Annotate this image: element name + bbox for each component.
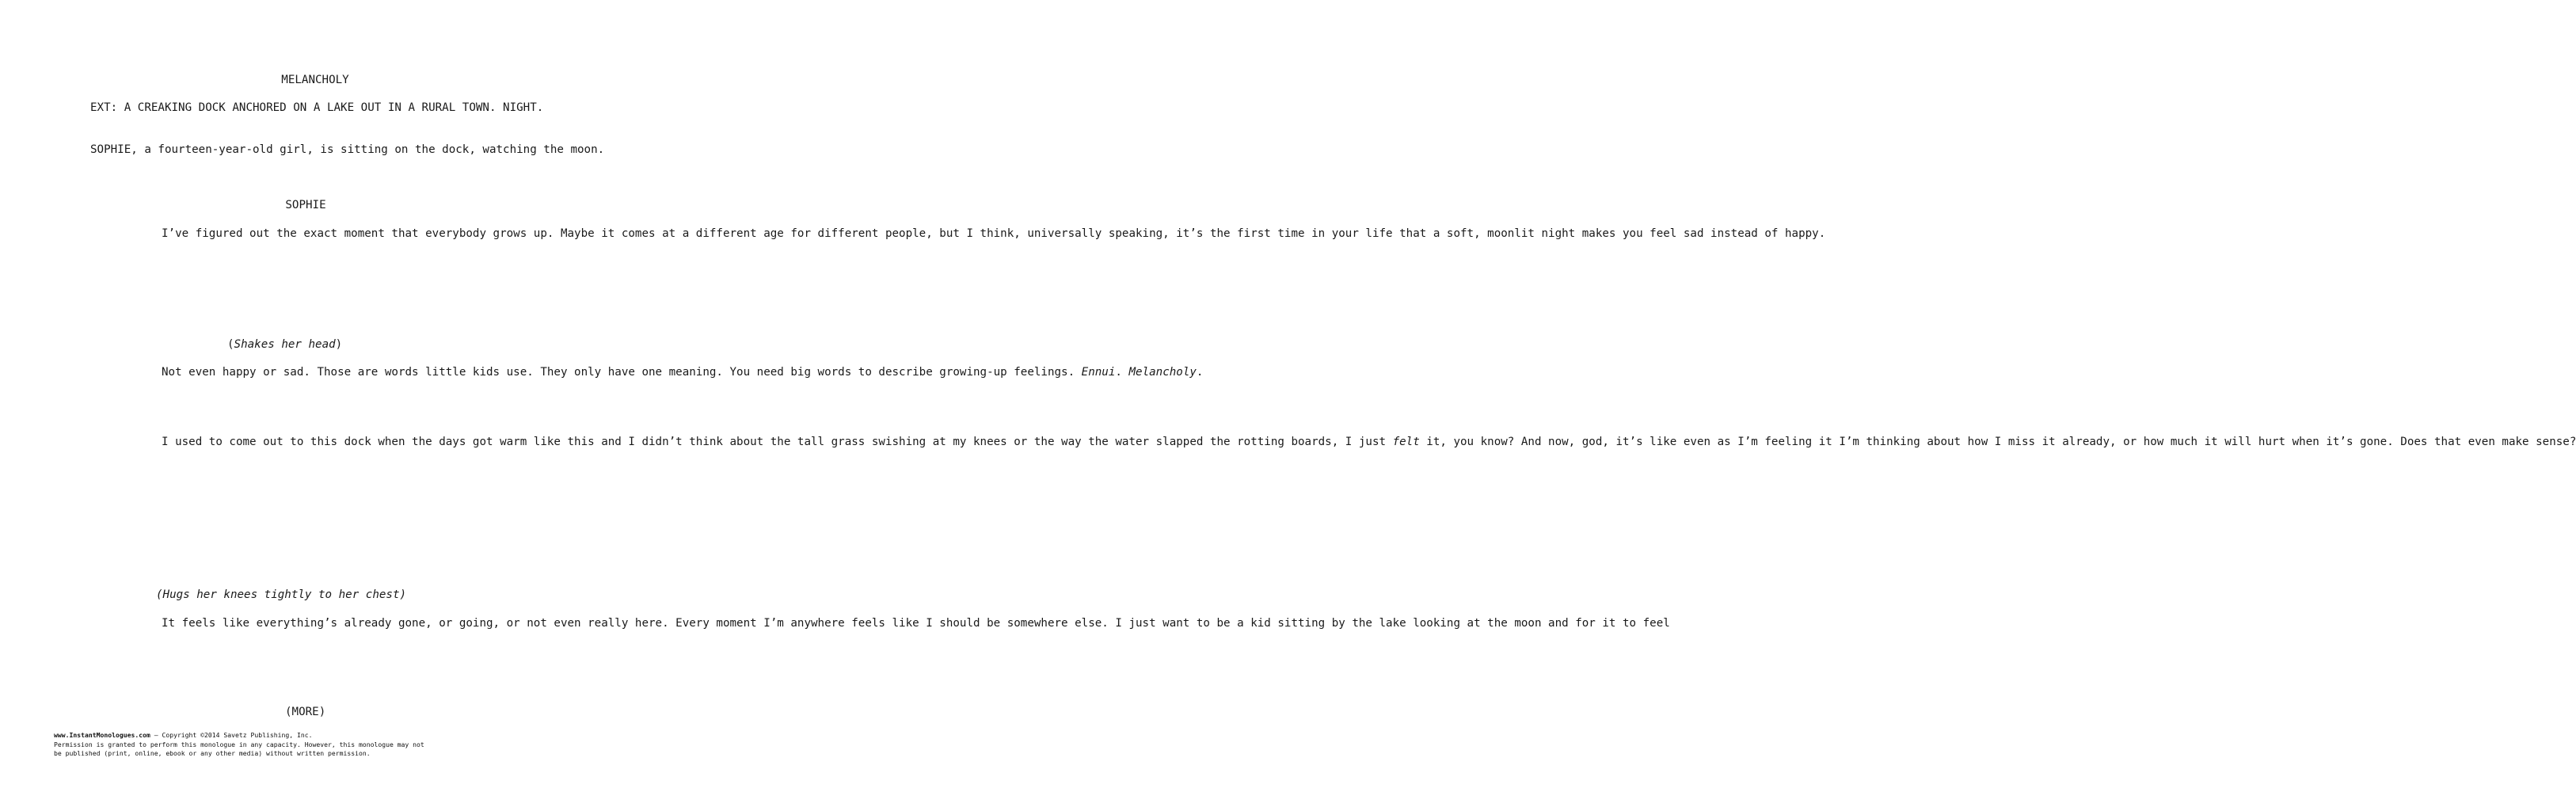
parenthetical-1-text: Shakes her head [234, 338, 336, 351]
more-continuation: (MORE) [285, 706, 326, 718]
emphasis-melancholy: Melancholy [1128, 366, 1197, 379]
dialogue-block-4: It feels like everything’s already gone, or going, or not even really here. Every moment I’m anywhere feels like I should be somewhere else. I just want to be a kid sitting by the lake looking at the moon and for it to feel [162, 617, 1670, 630]
dialogue-block-1: I’ve figured out the exact moment that everybody grows up. Maybe it comes at a different age for different people, but I think, universally speaking, it’s the first time in your life that a soft, moonlit night makes you feel sad instead of happy. [162, 227, 1826, 240]
scene-heading: EXT: A CREAKING DOCK ANCHORED ON A LAKE OUT IN A RURAL TOWN. NIGHT. [90, 101, 544, 114]
footer-copyright: – Copyright ©2014 Savetz Publishing, Inc. [150, 731, 313, 739]
footer-permission: Permission is granted to perform this monologue in any capacity. However, this monologue may not be published (print, online, ebook or any other media) without written permission. [54, 740, 424, 757]
parenthetical-2: (Hugs her knees tightly to her chest) [156, 588, 407, 601]
action-line: SOPHIE, a fourteen-year-old girl, is sitting on the dock, watching the moon. [90, 143, 605, 156]
page-footer [54, 731, 424, 759]
character-name: SOPHIE [285, 199, 326, 211]
parenthetical-1: (Shakes her head) [227, 338, 343, 351]
dialogue-block-2: Not even happy or sad. Those are words little kids use. They only have one meaning. You need big words to describe growing-up feelings. Ennui. Melancholy. [162, 366, 1204, 379]
page-title: MELANCHOLY [281, 74, 349, 86]
footer-site-link[interactable]: www.InstantMonologues.com [54, 731, 150, 739]
emphasis-ennui: Ennui [1081, 366, 1116, 379]
dialogue-block-3: I used to come out to this dock when the days got warm like this and I didn’t think about the tall grass swishing at my knees or the way the water slapped the rotting boards, I just felt it, you know? And now, god, it’s like even as I’m feeling it I’m thinking about how I miss it already, or how much it will hurt when it’s gone. Does that even make sense? [162, 436, 2576, 448]
emphasis-felt: felt [1392, 436, 1420, 448]
